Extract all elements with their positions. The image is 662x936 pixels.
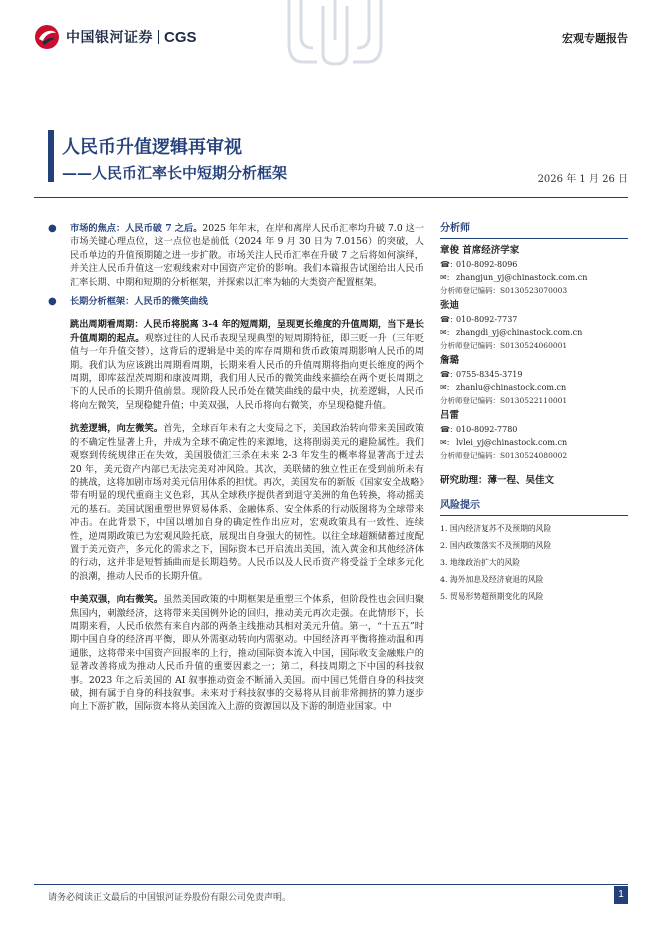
bullet-heading: 市场的焦点：人民币破 7 之后。 [70,223,203,234]
page-number: 1 [614,886,628,904]
analyst-cert: 分析师登记编码：S0130522110001 [440,396,568,405]
company-logo [34,24,197,50]
analyst-phone: 010-8092-7737 [456,315,518,324]
logo-mark-icon [34,24,60,50]
page-header [0,0,662,72]
analyst-email[interactable]: zhangdi_yj@chinastock.com.cn [456,328,583,337]
analyst-phone: 0755-8345-3719 [456,370,523,379]
analyst-name: 吕雷 [440,410,460,421]
analyst-name: 张迪 [440,300,460,311]
section-cycle [48,318,424,412]
title-divider [34,197,628,198]
logo-divider [158,30,159,44]
section-lead: 跳出周期看周期：人民币将脱离 3-4 年的短周期，呈现更长维度的升值周期，当下是长升值周期的起点。 [70,319,424,344]
risk-item: 1. 国内经济复苏不及预期的风险 [440,524,552,533]
risk-item: 5. 贸易形势超预期变化的风险 [440,592,544,601]
email-icon: ✉: [440,383,450,392]
phone-icon: ☎: [440,260,453,269]
analyst-phone: 010-8092-7780 [456,425,518,434]
section-text: 首先，全球百年未有之大变局之下，美国政治转向带来美国政策的不确定性显著上升，并成为全球不确定性的来源地，这将削弱美元的避险属性。我们观察到传统规律正在失效，美国股债汇三杀在未来 2-3 年发生的概率将显著高于过去 20 年，美元资产内部已无法完美对冲风险。其次，美联储的独立性正在受到前所未有的挑战，这将加剧市场对美元信用体系的担忧。再次，美国发布的新版《国家安全战略》带有明显的现代重商主义色彩，其从全球秩序提供者到退守美洲的角色转换，将动摇美元的基石。美国试图重塑世界贸易体系、金融体系、安全体系的行动版图将为全球带来冲击。在此背景下，中国以增加自身的确定性作出应对，宏观政策具有一致性、连续性，逆周期政策已为宏观风险托底，展现出自身强大的韧性。以往全球超额储蓄过度配置于美元资产，多元化的需求之下，国际资本已开启流出美国，流入黄金和其他经济体的行动，这并非是短暂插曲而是长期趋势。人民币以及人民币资产将受益于全球多元化的浪潮，推动人民币的长期升值。 [70,423,425,582]
report-date: 2026 年 1 月 26 日 [537,174,628,185]
email-icon: ✉: [440,273,450,282]
email-icon: ✉: [440,328,450,337]
phone-icon: ☎: [440,370,453,379]
section-lead: 中美双强，向右微笑。 [70,594,164,606]
logo-text-cn: 中国银河证券 [66,30,153,46]
analyst-card [440,243,628,297]
section-smile-right [48,593,424,714]
bullet-market-focus [48,222,424,289]
phone-icon: ☎: [440,315,453,324]
analysts-heading: 分析师 [440,222,628,239]
section-text: 虽然美国政策的中期框架是重塑三个体系，但阶段性也会回归聚焦国内，刺激经济，这将带来美国例外论的回归，推动美元再次走强。在此情形下，长周期来看，人民币依然有来自内部的两条主线推动其相对美元升值。第一，“十五五”时期中国自身的经济再平衡，即从外需驱动转向内需驱动。中国经济再平衡将推动温和再通胀，这将带来中国资产回报率的上行，推动国际资本流入中国，国际收支金融账户的显著改善将成为推动人民币升值的重要因素之一；第二，科技周期之下中国的科技叙事。2023 年之后美国的 AI 叙事推动资金不断涌入美国。而中国已凭借自身的科技突破，拥有属于自身的科技叙事。未来对于科技叙事的交易将从目前非常拥挤的算力逐步向上下游扩散，国际资本将从美国流入上游的资源国以及下游的制造业国家。中 [70,594,425,713]
risk-heading: 风险提示 [440,499,628,516]
analyst-card [440,298,628,352]
risk-list [440,520,628,605]
analyst-phone: 010-8092-8096 [456,260,518,269]
email-icon: ✉: [440,438,450,447]
research-assistants: 研究助理：薄一程、吴佳文 [440,475,555,486]
analyst-cert: 分析师登记编码：S0130524060001 [440,341,568,350]
report-type-label: 宏观专题报告 [562,32,628,45]
bullet-dot-icon: ● [48,296,57,308]
footer-divider [34,884,628,885]
analyst-email[interactable]: zhanlu@chinastock.com.cn [456,383,567,392]
phone-icon: ☎: [440,425,453,434]
risk-item: 4. 海外加息及经济衰退的风险 [440,575,544,584]
report-subtitle: ——人民币汇率长中短期分析框架 [62,164,288,182]
analyst-cert: 分析师登记编码：S0130523070003 [440,286,568,295]
section-text: 观察过往的人民币表现呈现典型的短周期特征，即三贬一升（三年贬值与一年升值交替），这背后的逻辑是中美的库存周期和货币政策周期影响人民币的周期。我们认为应该跳出周期看周期，长期来看人民币的升值周期将指向更长维度的两个周期，即库兹涅茨周期和康波周期，我们用人民币的微笑曲线来描绘在两个更长周期之下的人民币的长期升值前景。现阶段人民币处在微笑曲线的最中央，抗差逻辑，人民币将向左微笑，呈现稳健升值；中美双强，人民币将向右微笑，亦呈现稳健升值。 [70,332,425,411]
bullet-long-term-framework [48,295,424,308]
bullet-heading: 长期分析框架：人民币的微笑曲线 [70,296,208,308]
bullet-paragraph [70,222,424,289]
bullet-dot-icon: ● [48,223,57,234]
bullet-text: 2025 年年末，在岸和离岸人民币汇率均升破 7.0 这一市场关键心理点位，这一点位也是前低（2024 年 9 月 30 日为 7.0156）的突破，人民币单边的升值预期随之进一步扩散。市场关注人民币汇率在升破 7 之后将如何演绎，并关注人民币升值这一宏观线索对中国资产定价的影响。我们本篇报告试图给出人民币汇率长期、中期和短期的分析框架，并探索以汇率为轴的大类资产配置框架。 [70,223,424,288]
header-decoration-icon [283,0,387,68]
analyst-card [440,353,628,407]
section-lead: 抗差逻辑，向左微笑。 [70,423,164,435]
logo-text-en: CGS [164,28,197,46]
analyst-email[interactable]: lvlei_yj@chinastock.com.cn [456,438,568,447]
risk-item: 2. 国内政策落实不及预期的风险 [440,541,552,550]
analyst-email[interactable]: zhangjun_yj@chinastock.com.cn [456,273,588,282]
analyst-cert: 分析师登记编码：S0130524080002 [440,451,568,460]
main-content [48,222,424,714]
sidebar [440,222,628,605]
analyst-name: 詹璐 [440,355,460,366]
analyst-name: 章俊 首席经济学家 [440,245,520,256]
section-smile-left [48,422,424,583]
risk-item: 3. 地缘政治扩大的风险 [440,558,521,567]
bullet-paragraph [70,295,424,308]
title-accent-bar [48,130,54,182]
report-title: 人民币升值逻辑再审视 [62,137,242,158]
analyst-card [440,408,628,462]
footer-disclaimer: 请务必阅读正文最后的中国银河证券股份有限公司免责声明。 [48,893,292,903]
